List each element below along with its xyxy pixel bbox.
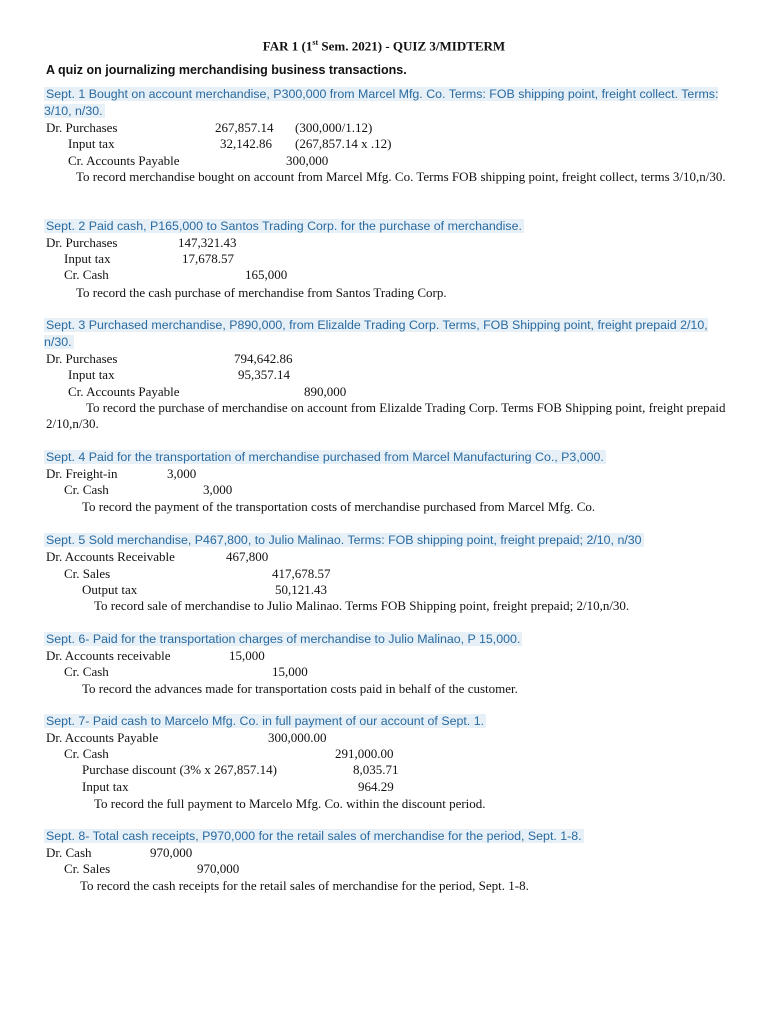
entry-1-amount: 32,142.86 (220, 136, 272, 151)
entry-2-account: Cr. Cash (64, 267, 109, 282)
entry-3-description: To record the purchase of merchandise on account from Elizalde Trading Corp. Terms FOB Shipping point, freight prepaid 2/10,n/30. (46, 400, 726, 431)
entry-6-account: Dr. Accounts receivable (46, 648, 171, 663)
entry-6-description: To record the advances made for transportation costs paid in behalf of the customer. (82, 681, 518, 696)
entry-1-amount: 267,857.14 (215, 120, 274, 135)
entry-1-heading: Sept. 1 Bought on account merchandise, P300,000 from Marcel Mfg. Co. Terms: FOB shipping point, freight collect. Terms: 3/10, n/30. (44, 87, 719, 118)
entry-3-account: Input tax (68, 367, 115, 382)
entry-2-description: To record the cash purchase of merchandise from Santos Trading Corp. (76, 285, 447, 300)
entry-4-amount: 3,000 (203, 482, 233, 497)
entry-5-heading: Sept. 5 Sold merchandise, P467,800, to Julio Malinao. Terms: FOB shipping point, freight prepaid; 2/10, n/30 (46, 533, 642, 547)
entry-1-amount: 300,000 (286, 153, 329, 168)
entry-7-account: Purchase discount (3% x 267,857.14) (82, 762, 277, 777)
entry-7-amount: 964.29 (358, 779, 394, 794)
entry-5-description: To record sale of merchandise to Julio Malinao. Terms FOB Shipping point, freight prepaid; 2/10,n/30. (94, 598, 630, 613)
title-text-rest: Sem. 2021) - QUIZ 3/MIDTERM (318, 38, 506, 54)
entry-3-account: Dr. Purchases (46, 351, 118, 366)
entry-4-amount: 3,000 (167, 466, 197, 481)
entry-5-account: Output tax (82, 582, 138, 597)
entry-6-heading: Sept. 6- Paid for the transportation charges of merchandise to Julio Malinao, P 15,000. (46, 632, 521, 646)
entry-5-amount: 50,121.43 (275, 582, 327, 597)
entry-7-description: To record the full payment to Marcelo Mfg. Co. within the discount period. (94, 796, 486, 811)
entry-5-amount: 467,800 (226, 549, 269, 564)
entry-7-account: Input tax (82, 779, 129, 794)
entry-1-account: Cr. Accounts Payable (68, 153, 180, 168)
entry-6-amount: 15,000 (229, 648, 265, 663)
entry-3-account: Cr. Accounts Payable (68, 384, 180, 399)
entry-7-amount: 300,000.00 (268, 730, 327, 745)
entry-8-account: Cr. Sales (64, 861, 111, 876)
entry-1-account: Dr. Purchases (46, 120, 118, 135)
entry-4-description: To record the payment of the transportation costs of merchandise purchased from Marcel Mfg. Co. (82, 499, 596, 514)
page-title (0, 38, 768, 54)
entry-2-account: Input tax (64, 251, 111, 266)
entry-7-amount: 291,000.00 (335, 746, 394, 761)
entry-4-account: Cr. Cash (64, 482, 109, 497)
entry-7-amount: 8,035.71 (353, 762, 399, 777)
entry-1-description: To record merchandise bought on account from Marcel Mfg. Co. Terms FOB shipping point, freight collect, terms 3/10,n/30. (76, 169, 726, 184)
entry-6-account: Cr. Cash (64, 664, 109, 679)
entry-6-amount: 15,000 (272, 664, 308, 679)
entry-7-account: Cr. Cash (64, 746, 109, 761)
entry-8-description: To record the cash receipts for the retail sales of merchandise for the period, Sept. 1-8. (80, 878, 529, 893)
entry-2-amount: 147,321.43 (178, 235, 237, 250)
entry-2-account: Dr. Purchases (46, 235, 118, 250)
entry-1-account: Input tax (68, 136, 115, 151)
entry-4-account: Dr. Freight-in (46, 466, 118, 481)
entry-3-amount: 890,000 (304, 384, 347, 399)
entry-5-account: Cr. Sales (64, 566, 111, 581)
title-superscript: st (312, 38, 319, 47)
entry-1-note: (300,000/1.12) (295, 120, 373, 135)
entry-3-amount: 95,357.14 (238, 367, 290, 382)
entry-8-amount: 970,000 (150, 845, 193, 860)
entry-8-account: Dr. Cash (46, 845, 92, 860)
entry-7-heading: Sept. 7- Paid cash to Marcelo Mfg. Co. in full payment of our account of Sept. 1. (46, 714, 485, 728)
page-subtitle: A quiz on journalizing merchandising business transactions. (46, 63, 407, 77)
entry-5-amount: 417,678.57 (272, 566, 331, 581)
entry-3-heading: Sept. 3 Purchased merchandise, P890,000, from Elizalde Trading Corp. Terms, FOB Shipping point, freight prepaid 2/10, n/30. (44, 318, 708, 349)
entry-3-amount: 794,642.86 (234, 351, 293, 366)
entry-4-heading: Sept. 4 Paid for the transportation of merchandise purchased from Marcel Manufacturing Co., P3,000. (46, 450, 604, 464)
entry-2-amount: 165,000 (245, 267, 288, 282)
entry-7-account: Dr. Accounts Payable (46, 730, 159, 745)
entry-1-note: (267,857.14 x .12) (295, 136, 392, 151)
entry-8-heading: Sept. 8- Total cash receipts, P970,000 for the retail sales of merchandise for the period, Sept. 1-8. (46, 829, 582, 843)
title-text: FAR 1 (1 (262, 38, 313, 54)
entry-5-account: Dr. Accounts Receivable (46, 549, 175, 564)
entry-2-amount: 17,678.57 (182, 251, 234, 266)
entry-2-heading: Sept. 2 Paid cash, P165,000 to Santos Trading Corp. for the purchase of merchandise. (46, 219, 522, 233)
entry-8-amount: 970,000 (197, 861, 240, 876)
